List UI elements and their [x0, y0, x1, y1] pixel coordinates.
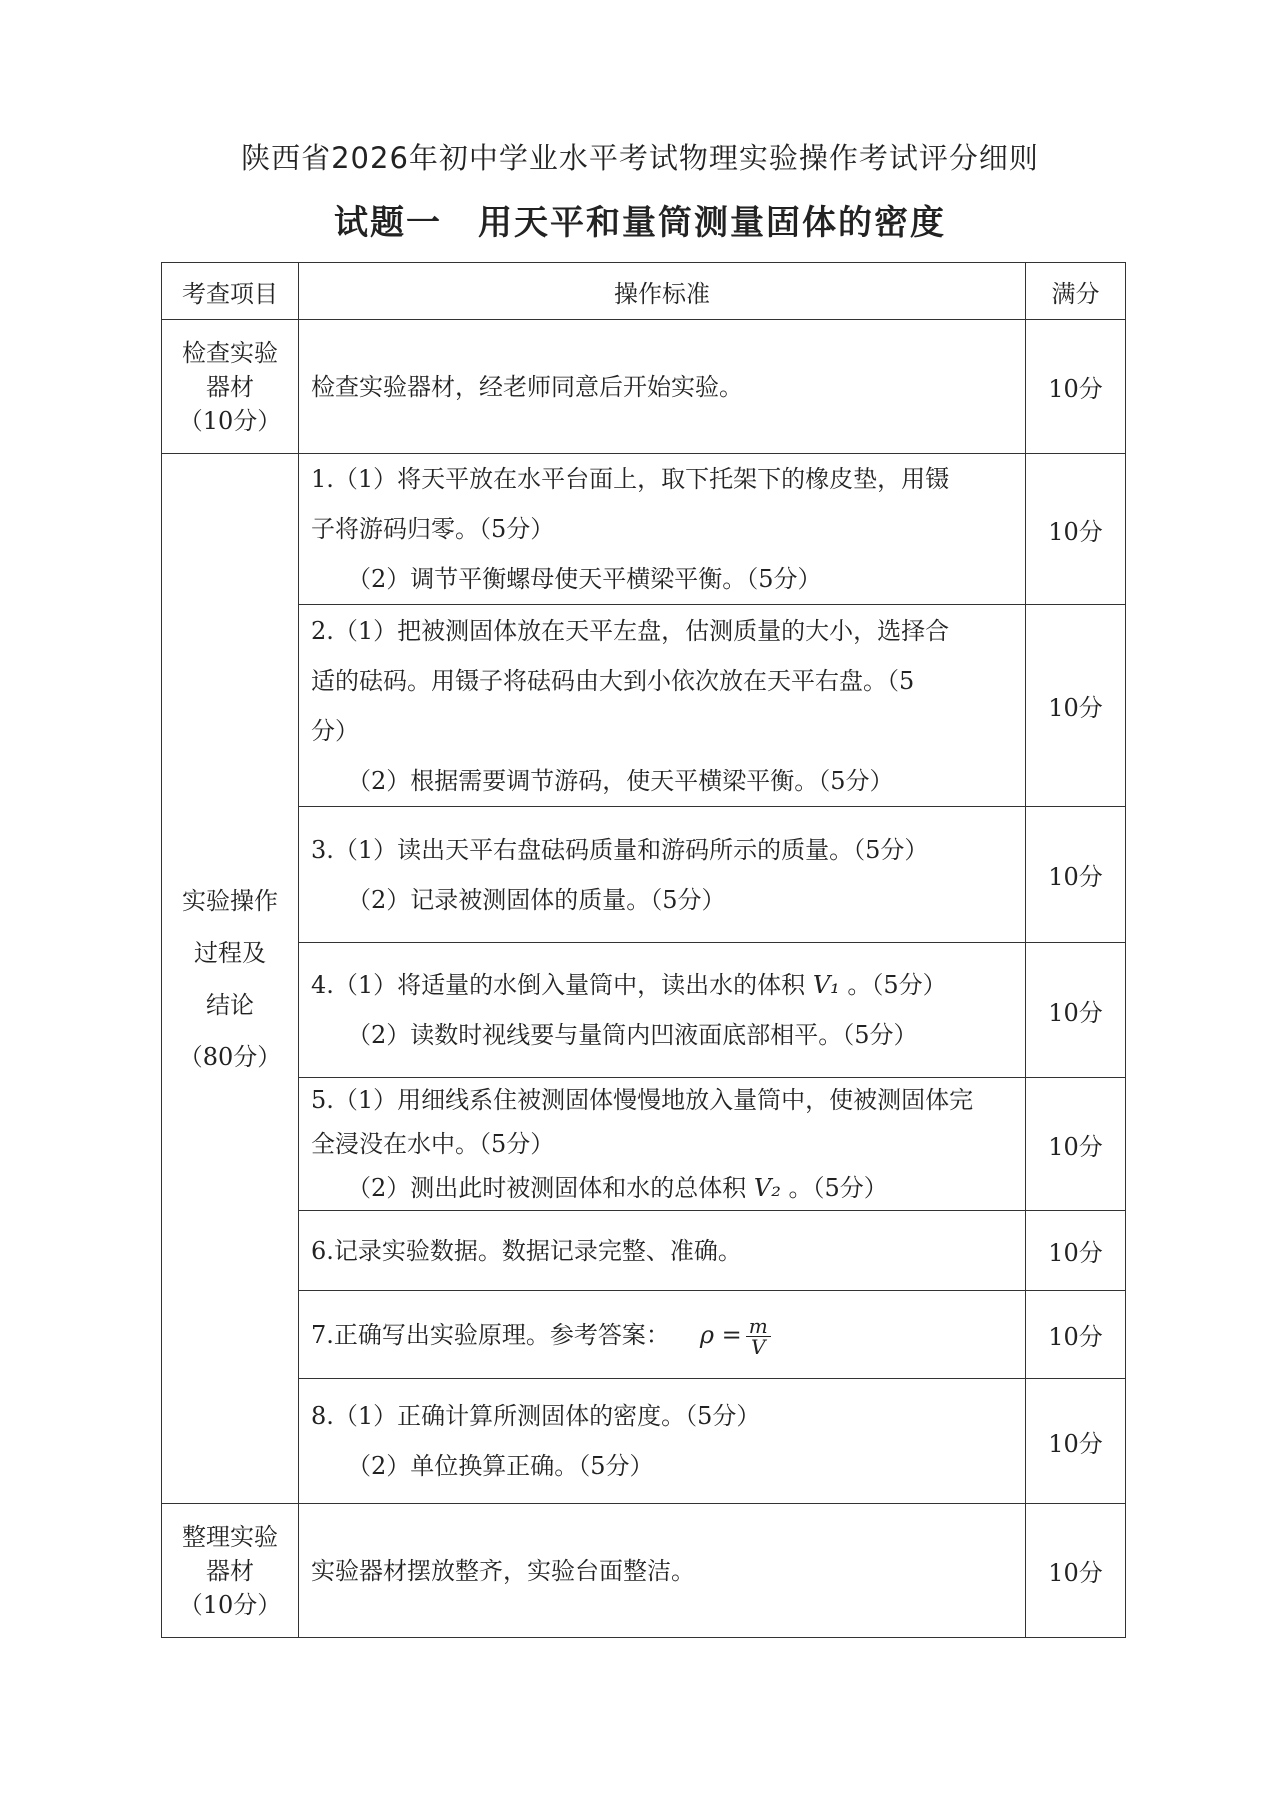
table-row	[162, 605, 1126, 807]
volume-v1-symbol: V₁	[812, 971, 840, 999]
table-row	[162, 1379, 1126, 1504]
score-cell: 10分	[1026, 605, 1126, 807]
score-cell: 10分	[1026, 1504, 1126, 1638]
document-title: 陕西省2026年初中学业水平考试物理实验操作考试评分细则	[241, 141, 1039, 175]
score-cell: 10分	[1026, 943, 1126, 1078]
standard-cell: 2.（1）把被测固体放在天平左盘，估测质量的大小，选择合 适的砝码。用镊子将砝码由大到小依次放在天平右盘。（5 分） （2）根据需要调节游码，使天平横梁平衡。（5分）	[299, 605, 1026, 807]
standard-cell: 6.记录实验数据。数据记录完整、准确。	[299, 1211, 1026, 1291]
fraction-numerator: m	[746, 1316, 771, 1337]
standard-cell: 3.（1）读出天平右盘砝码质量和游码所示的质量。（5分） （2）记录被测固体的质量。（5分）	[299, 807, 1026, 943]
score-cell: 10分	[1026, 807, 1126, 943]
volume-v2-symbol: V₂	[753, 1174, 781, 1202]
standard-cell: 检查实验器材，经老师同意后开始实验。	[299, 320, 1026, 454]
header-standard: 操作标准	[299, 263, 1026, 320]
document-subtitle: 试题一 用天平和量筒测量固体的密度	[334, 203, 946, 243]
scoring-table	[161, 262, 1126, 1638]
table-header-row	[162, 263, 1126, 320]
table-row	[162, 943, 1126, 1078]
table-row	[162, 1504, 1126, 1638]
table-row	[162, 1078, 1126, 1211]
score-cell: 10分	[1026, 1078, 1126, 1211]
table-row	[162, 320, 1126, 454]
header-score: 满分	[1026, 263, 1126, 320]
standard-cell: 1.（1）将天平放在水平台面上，取下托架下的橡皮垫，用镊 子将游码归零。（5分） （2）调节平衡螺母使天平横梁平衡。（5分）	[299, 454, 1026, 605]
density-formula: ρ = $\frac{m}{V}$	[700, 1321, 771, 1349]
item-check-equipment: 检查实验 器材 （10分）	[162, 320, 299, 454]
score-cell: 10分	[1026, 1291, 1126, 1379]
score-cell: 10分	[1026, 1211, 1126, 1291]
score-cell: 10分	[1026, 320, 1126, 454]
standard-cell: 4.（1）将适量的水倒入量筒中，读出水的体积 V₁ 。（5分） （2）读数时视线要与量筒内凹液面底部相平。（5分）	[299, 943, 1026, 1078]
table-row	[162, 1291, 1126, 1379]
table-row	[162, 1211, 1126, 1291]
score-cell: 10分	[1026, 1379, 1126, 1504]
item-experiment-process: 实验操作 过程及 结论 （80分）	[162, 454, 299, 1504]
standard-cell: 5.（1）用细线系住被测固体慢慢地放入量筒中，使被测固体完 全浸没在水中。（5分） （2）测出此时被测固体和水的总体积 V₂ 。（5分）	[299, 1078, 1026, 1211]
score-cell: 10分	[1026, 454, 1126, 605]
header-item: 考查项目	[162, 263, 299, 320]
density-fraction	[746, 1313, 771, 1359]
table-row	[162, 454, 1126, 605]
fraction-denominator: V	[751, 1334, 766, 1359]
standard-cell: 实验器材摆放整齐，实验台面整洁。	[299, 1504, 1026, 1638]
standard-cell: 8.（1）正确计算所测固体的密度。（5分） （2）单位换算正确。（5分）	[299, 1379, 1026, 1504]
table-row	[162, 807, 1126, 943]
standard-cell: 7.正确写出实验原理。参考答案： ρ = $\frac{m}{V}$	[299, 1291, 1026, 1379]
item-tidy-equipment: 整理实验 器材 （10分）	[162, 1504, 299, 1638]
